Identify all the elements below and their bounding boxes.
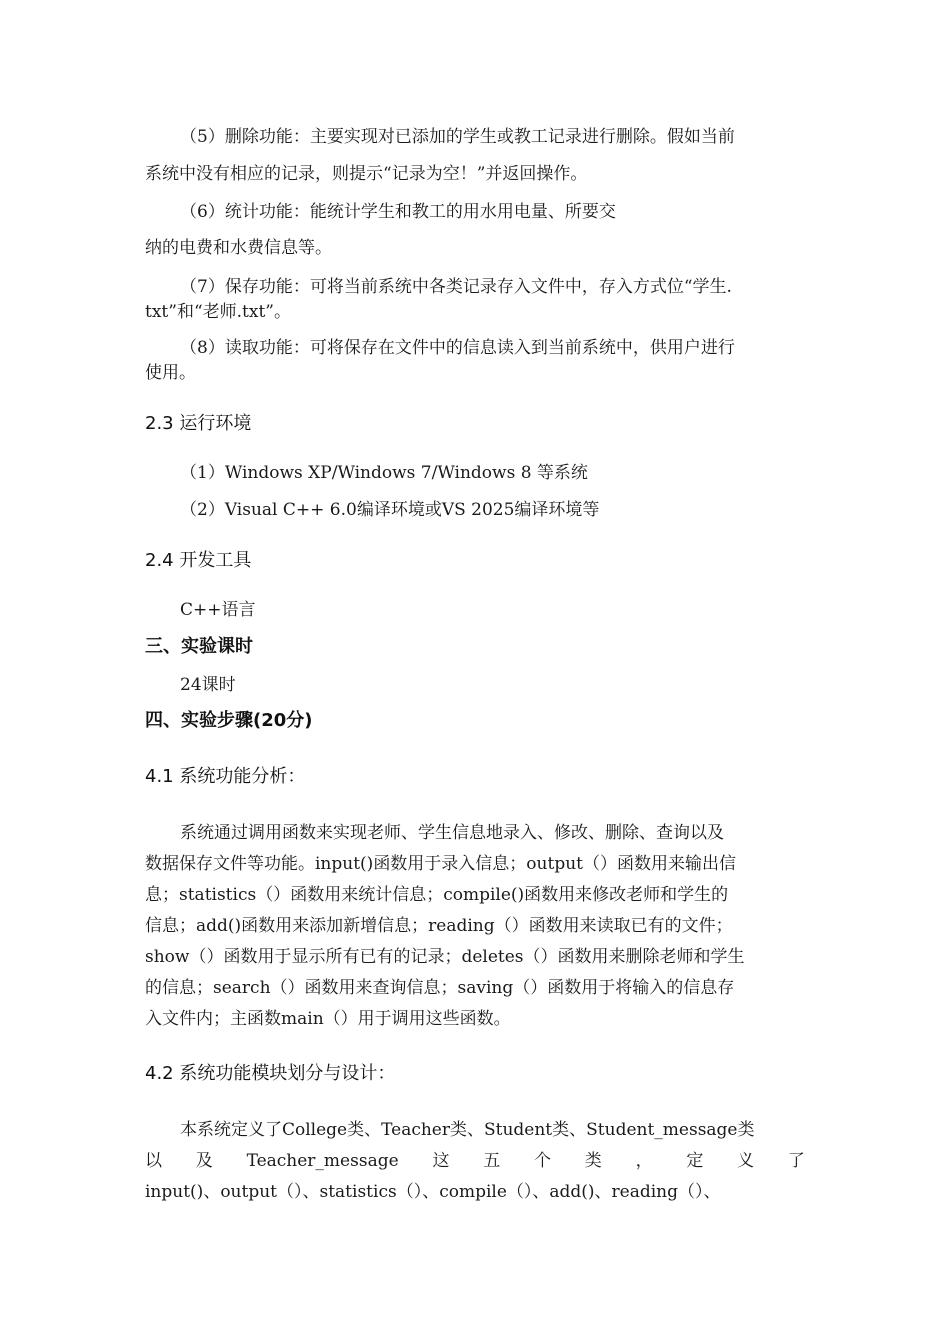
section-3-heading: 三、实验课时 (145, 636, 253, 657)
section-4-1-heading: 4.1 系统功能分析： (145, 766, 306, 787)
analysis-line-1: 系统通过调用函数来实现老师、学生信息地录入、修改、删除、查询以及 (180, 823, 724, 843)
analysis-line-3: 息；statistics（）函数用来统计信息；compile()函数用来修改老师和学生的 (145, 885, 729, 905)
design-word: 义 (737, 1151, 755, 1171)
function-7-line-2: txt”和“老师.txt”。 (145, 302, 291, 322)
analysis-line-6: 的信息；search（）函数用来查询信息；saving（）函数用于将输入的信息存 (145, 978, 735, 998)
function-5-line-2: 系统中没有相应的记录，则提示“记录为空！”并返回操作。 (145, 164, 588, 184)
design-word: 定 (686, 1151, 704, 1171)
design-word: 这 (432, 1151, 450, 1171)
section-4-heading: 四、实验步骤(20分) (145, 710, 313, 731)
analysis-line-7: 入文件内；主函数main（）用于调用这些函数。 (145, 1009, 511, 1029)
section-2-3-heading: 2.3 运行环境 (145, 413, 252, 434)
analysis-line-4: 信息；add()函数用来添加新增信息；reading（）函数用来读取已有的文件； (145, 916, 733, 936)
function-5-line-1: （5）删除功能：主要实现对已添加的学生或教工记录进行删除。假如当前 (180, 127, 735, 147)
analysis-line-2: 数据保存文件等功能。input()函数用于录入信息；output（）函数用来输出信 (145, 854, 736, 874)
environment-item-1: （1）Windows XP/Windows 7/Windows 8 等系统 (180, 463, 588, 483)
tool-item: C++语言 (180, 600, 256, 620)
function-6-line-1: （6）统计功能：能统计学生和教工的用水用电量、所要交 (180, 202, 616, 222)
design-line-3: input()、output（）、statistics（）、compile（）、add()、reading（）、 (145, 1182, 721, 1202)
design-word: Teacher_message (246, 1151, 399, 1171)
design-word: 及 (195, 1151, 213, 1171)
function-8-line-1: （8）读取功能：可将保存在文件中的信息读入到当前系统中，供用户进行 (180, 338, 735, 358)
class-hours-value: 24课时 (180, 675, 236, 695)
design-word: 了 (787, 1151, 805, 1171)
design-line-2 (145, 1150, 805, 1172)
section-2-4-heading: 2.4 开发工具 (145, 550, 252, 571)
environment-item-2: （2）Visual C++ 6.0编译环境或VS 2025编译环境等 (180, 500, 600, 520)
analysis-line-5: show（）函数用于显示所有已有的记录；deletes（）函数用来删除老师和学生 (145, 947, 745, 967)
design-word: 个 (534, 1151, 551, 1171)
section-4-2-heading: 4.2 系统功能模块划分与设计： (145, 1063, 396, 1084)
design-word: ， (635, 1151, 653, 1171)
function-6-line-2: 纳的电费和水费信息等。 (145, 238, 332, 258)
design-word: 类 (584, 1151, 602, 1171)
design-word: 五 (483, 1151, 501, 1171)
design-word: 以 (145, 1151, 162, 1171)
function-8-line-2: 使用。 (145, 363, 196, 383)
function-7-line-1: （7）保存功能：可将当前系统中各类记录存入文件中，存入方式位“学生. (180, 277, 732, 297)
design-line-1: 本系统定义了College类、Teacher类、Student类、Student_message类 (180, 1120, 755, 1140)
